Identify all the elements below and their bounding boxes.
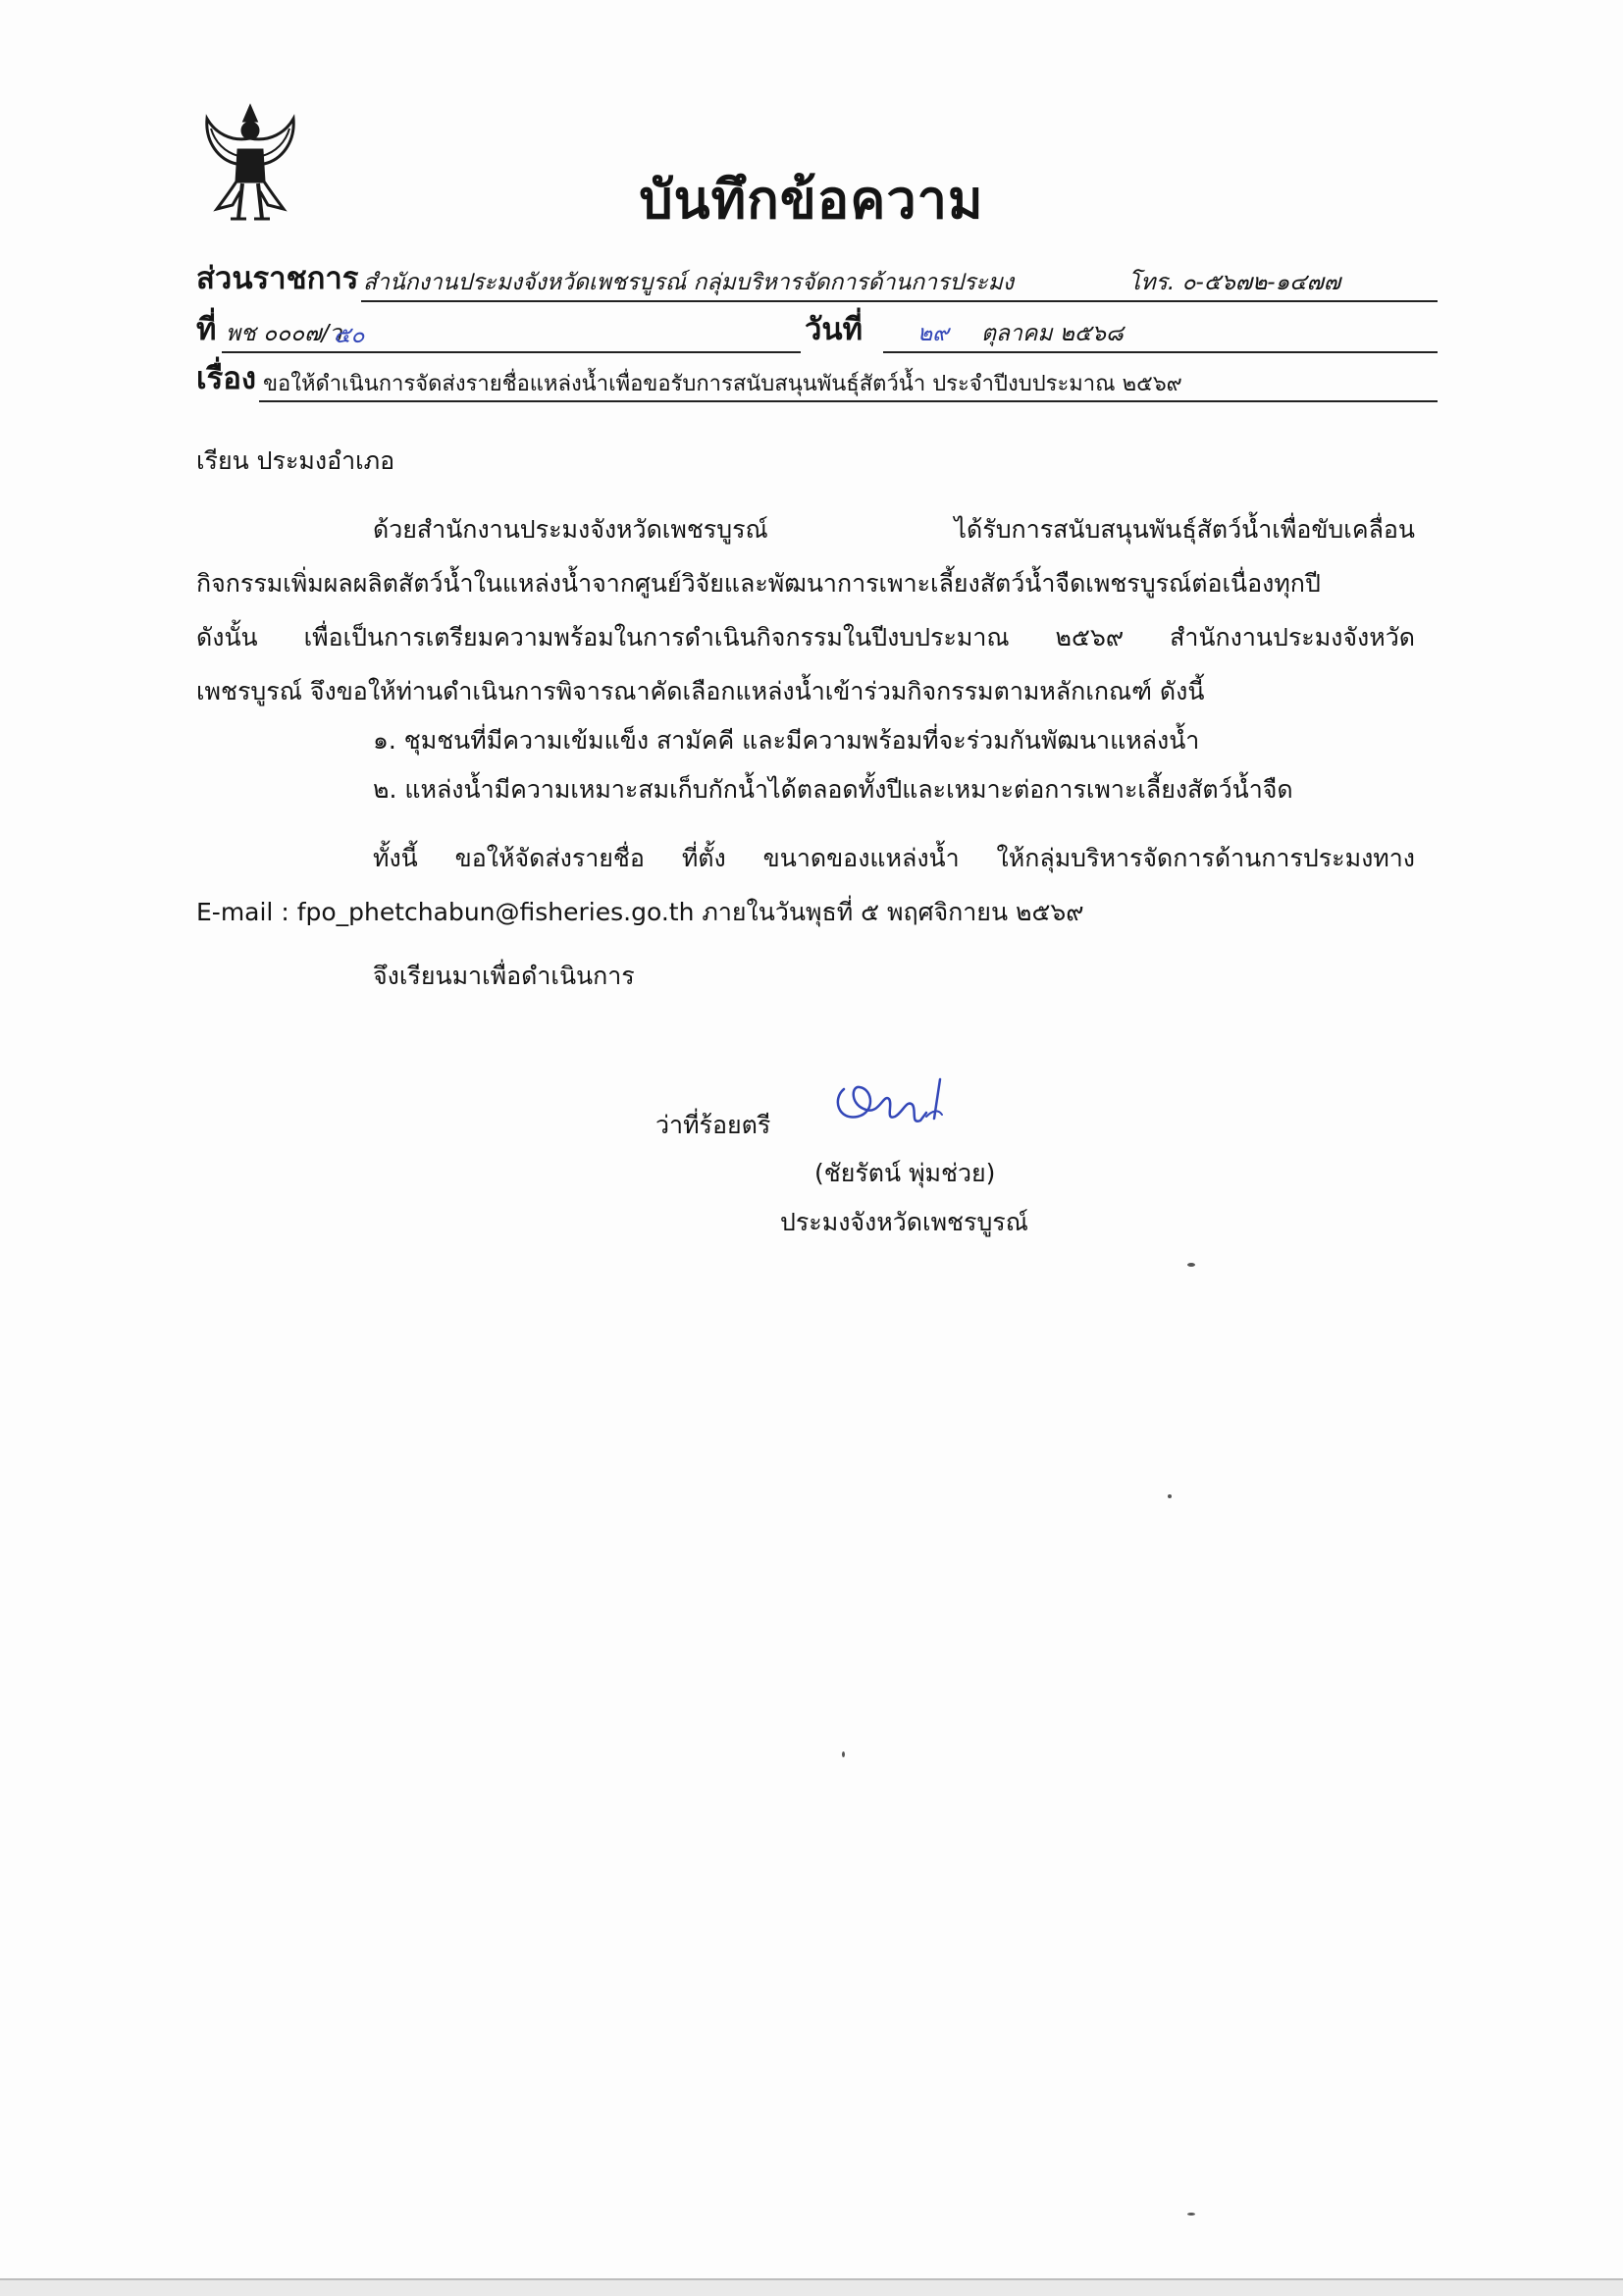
scan-speck xyxy=(1187,2213,1195,2216)
signature-position: ประมงจังหวัดเพชรบูรณ์ xyxy=(780,1208,1028,1236)
criteria-item: ๑. ชุมชนที่มีความเข้มแข็ง สามัคคี และมีความพร้อมที่จะร่วมกันพัฒนาแหล่งน้ำ xyxy=(373,726,1200,755)
ref-underline xyxy=(222,351,801,353)
salutation: เรียน ประมงอำเภอ xyxy=(196,446,395,475)
criteria-item: ๒. แหล่งน้ำมีความเหมาะสมเก็บกักน้ำได้ตลอดทั้งปีและเหมาะต่อการเพาะเลี้ยงสัตว์น้ำจืด xyxy=(373,775,1293,804)
ref-date-row xyxy=(196,308,1438,353)
closing-text: จึงเรียนมาเพื่อดำเนินการ xyxy=(373,962,635,990)
agency-value: สำนักงานประมงจังหวัดเพชรบูรณ์ กลุ่มบริหารจัดการด้านการประมง xyxy=(363,270,1015,295)
para1-line: ดังนั้น เพื่อเป็นการเตรียมความพร้อมในการดำเนินกิจกรรมในปีงบประมาณ ๒๕๖๙ สำนักงานประมงจังหวัด xyxy=(196,623,1415,652)
scan-edge xyxy=(0,2278,1623,2296)
para1-line: กิจกรรมเพิ่มผลผลิตสัตว์น้ำในแหล่งน้ำจากศูนย์วิจัยและพัฒนาการเพาะเลี้ยงสัตว์น้ำจืดเพชรบูรณ์ต่อเนื่องทุกปี xyxy=(196,569,1321,598)
para2-line: ทั้งนี้ ขอให้จัดส่งรายชื่อ ที่ตั้ง ขนาดของแหล่งน้ำ ให้กลุ่มบริหารจัดการด้านการประมงทาง xyxy=(373,844,1415,872)
phone-value: โทร. ๐-๕๖๗๒-๑๔๗๗ xyxy=(1128,270,1341,295)
subject-row xyxy=(196,357,1438,402)
date-day-handwritten: ๒๙ xyxy=(917,321,950,346)
signature-name: (ชัยรัตน์ พุ่มช่วย) xyxy=(814,1159,996,1187)
para1-line: ด้วยสำนักงานประมงจังหวัดเพชรบูรณ์ ได้รับการสนับสนุนพันธุ์สัตว์น้ำเพื่อขับเคลื่อน xyxy=(373,515,1415,544)
subject-label: เรื่อง xyxy=(196,361,257,396)
scan-speck xyxy=(842,1751,845,1757)
date-underline xyxy=(883,351,1438,353)
memo-title: บันทึกข้อความ xyxy=(639,169,984,231)
agency-label: ส่วนราชการ xyxy=(196,261,359,296)
date-month-year: ตุลาคม ๒๕๖๘ xyxy=(981,321,1124,346)
handwritten-signature-icon xyxy=(824,1070,971,1148)
signature-rank: ว่าที่ร้อยตรี xyxy=(655,1111,771,1139)
scan-speck xyxy=(1187,1263,1195,1267)
subject-underline xyxy=(259,400,1438,402)
subject-value: ขอให้ดำเนินการจัดส่งรายชื่อแหล่งน้ำเพื่อขอรับการสนับสนุนพันธุ์สัตว์น้ำ ประจำปีงบประมาณ ๒๕๖๙ xyxy=(263,372,1182,396)
agency-underline xyxy=(361,300,1438,302)
ref-label: ที่ xyxy=(196,312,217,347)
date-label: วันที่ xyxy=(805,312,864,347)
ref-handwritten-number: ๕๐ xyxy=(334,323,365,348)
para1-line: เพชรบูรณ์ จึงขอให้ท่านดำเนินการพิจารณาคัดเลือกแหล่งน้ำเข้าร่วมกิจกรรมตามหลักเกณฑ์ ดังนี้ xyxy=(196,677,1205,705)
agency-row xyxy=(196,257,1438,302)
para2-line: E-mail : fpo_phetchabun@fisheries.go.th ภายในวันพุธที่ ๕ พฤศจิกายน ๒๕๖๙ xyxy=(196,898,1084,926)
scan-speck xyxy=(1168,1494,1172,1498)
ref-number: พช ๐๐๐๗/ว xyxy=(226,321,342,346)
